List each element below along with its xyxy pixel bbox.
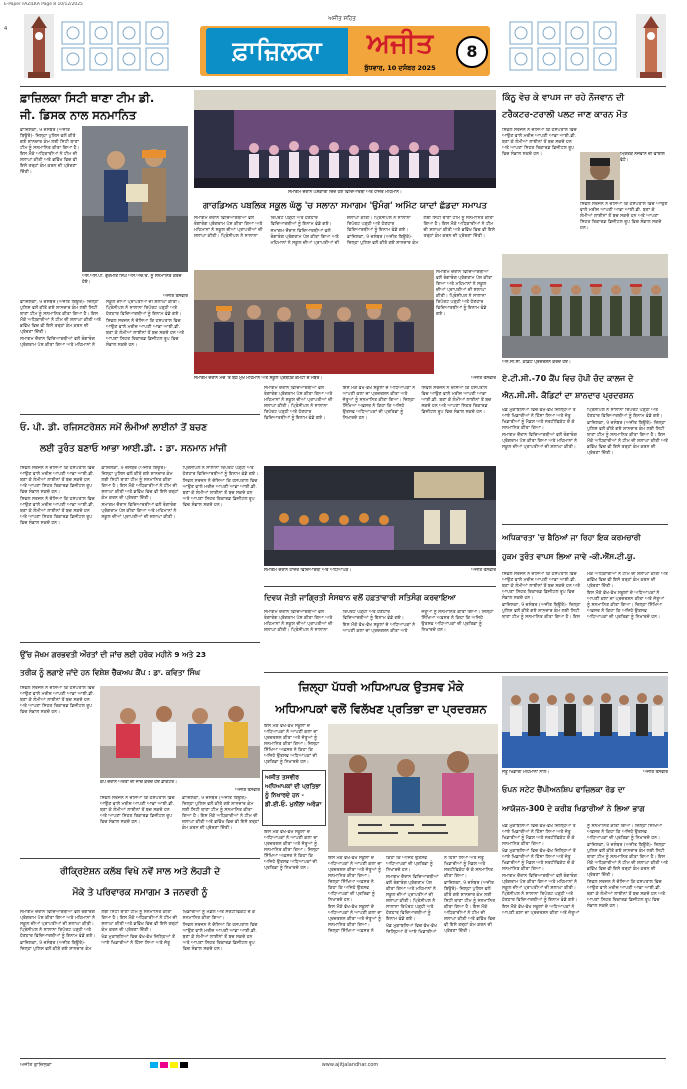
ncc-parade-photo (502, 254, 668, 358)
opd-lines-headline (20, 418, 260, 462)
teacher-fest-quote-box (262, 770, 326, 826)
youth-death-caption: ਮ੍ਰਿਤਕ ਨੌਜਵਾਨ ਦੀ ਫਾਈਲ ਫੋਟੋ। (620, 152, 665, 163)
opd-para: ਸਿਵਲ ਸਰਜਨ ਨੇ ਦੱਸਿਆ ਕਿ ਹਸਪਤਾਲ ਵਿਚ ਆਉਣ ਵਾਲੇ ਮਰੀਜ਼ ਆਪਣੀ ਆਭਾ ਆਈ.ਡੀ. ਬਣਾ ਕੇ ਲੰਮੀਆਂ ਲਾਈਨਾਂ ਤੋਂ ਬਚ ਸਕਦੇ ਹਨ ਅਤੇ ਆਪਣਾ ਸਿਹਤ ਰਿਕਾਰਡ ਡਿਜੀਟਲ ਰੂਪ ਵਿਚ ਸੰਭਾਲ ਸਕਦੇ ਹਨ। (20, 466, 95, 495)
school-audience-caption: ਸਮਾਗਮ ਦੌਰਾਨ ਮੰਚ 'ਤੇ ਬੈਠੇ ਮੁੱਖ ਮਹਿਮਾਨ ਅਤੇ ਸਕੂਲ ਪ੍ਰਬੰਧਕ ਕਮੇਟੀ ਦੇ ਮੈਂਬਰ। (194, 376, 323, 381)
masthead-right-word: ਅਜੀਤ (366, 28, 434, 59)
teacher-fest-rule (264, 672, 668, 673)
cmyk-strip (150, 1062, 190, 1068)
recreation-club-headline-line1: ਰੀਕ੍ਰਿਏਸ਼ਨ ਕਲੱਬ ਵਿਖੇ ਨਵੇਂ ਸਾਲ ਅਤੇ ਲੋਹੜੀ ਦੇ (59, 867, 221, 877)
recreation-para-2: ਫ਼ਾਜ਼ਿਲਕਾ, 9 ਦਸੰਬਰ (ਅਜੀਤ ਬਿਊਰੋ)- ਜ਼ਿਲ੍ਹਾ ਪੁਲਿਸ ਵਲੋਂ ਕੀਤੇ ਗਏ ਸ਼ਾਨਦਾਰ ਕੰਮ ਲਈ ਸਿਟੀ ਥਾਣਾ ਟੀਮ ਨੂੰ ਸਨਮਾਨਿਤ ਕੀਤਾ ਗਿਆ ਹੈ। ਇਸ ਮੌਕੇ ਅਧਿਕਾਰੀਆਂ ਨੇ ਟੀਮ ਦੀ ਸ਼ਲਾਘਾ ਕੀਤੀ ਅਤੇ ਭਵਿੱਖ ਵਿਚ ਵੀ ਇਸੇ ਤਰ੍ਹਾਂ ਕੰਮ ਕਰਨ ਦੀ ਪ੍ਰੇਰਣਾ ਦਿੱਤੀ। (20, 910, 179, 952)
teacher-fest-para-4: ਖੇਡ ਮੁਕਾਬਲਿਆਂ ਵਿਚ ਵੱਖ-ਵੱਖ ਜ਼ਿਲ੍ਹਿਆਂ ਤੋਂ ਆਏ ਖਿਡਾਰੀਆਂ ਨੇ ਹਿੱਸਾ ਲਿਆ ਅਤੇ ਜੇਤੂ ਖਿਡਾਰੀਆਂ ਨੂੰ ਮੈਡਲ ਅਤੇ ਸਰਟੀਫਿਕੇਟ ਦੇ ਕੇ ਸਨਮਾਨਿਤ ਕੀਤਾ ਗਿਆ। (386, 856, 493, 935)
masthead-rule (20, 86, 666, 87)
pattern-right-icon (490, 16, 630, 76)
teacher-fest-headline (264, 676, 498, 720)
championship-para-5: ਫ਼ਾਜ਼ਿਲਕਾ, 9 ਦਸੰਬਰ (ਅਜੀਤ ਬਿਊਰੋ)- ਜ਼ਿਲ੍ਹਾ ਪੁਲਿਸ ਵਲੋਂ ਕੀਤੇ ਗਏ ਸ਼ਾਨਦਾਰ ਕੰਮ ਲਈ ਸਿਟੀ ਥਾਣਾ ਟੀਮ ਨੂੰ ਸਨਮਾਨਿਤ ਕੀਤਾ ਗਿਆ ਹੈ। ਇਸ ਮੌਕੇ ਅਧਿਕਾਰੀਆਂ ਨੇ ਟੀਮ ਦੀ ਸ਼ਲਾਘਾ ਕੀਤੀ ਅਤੇ ਭਵਿੱਖ ਵਿਚ ਵੀ ਇਸੇ ਤਰ੍ਹਾਂ ਕੰਮ ਕਰਨ ਦੀ ਪ੍ਰੇਰਣਾ ਦਿੱਤੀ। (587, 843, 668, 878)
top-info-bar: E-Paper FAZILKA Page 8 10/12/2025 (4, 2, 83, 7)
ncc-parade-body (502, 408, 668, 520)
recreation-para-3: ਖੇਡ ਮੁਕਾਬਲਿਆਂ ਵਿਚ ਵੱਖ-ਵੱਖ ਜ਼ਿਲ੍ਹਿਆਂ ਤੋਂ ਆਏ ਖਿਡਾਰੀਆਂ ਨੇ ਹਿੱਸਾ ਲਿਆ ਅਤੇ ਜੇਤੂ ਖਿਡਾਰੀਆਂ ਨੂੰ ਮੈਡਲ ਅਤੇ ਸਰਟੀਫਿਕੇਟ ਦੇ ਕੇ ਸਨਮਾਨਿਤ ਕੀਤਾ ਗਿਆ। (101, 910, 256, 946)
team-honour-body-para-2: ਸਮਾਗਮ ਦੌਰਾਨ ਵਿਦਿਆਰਥੀਆਂ ਵਲੋਂ ਰੰਗਾਰੰਗ ਪ੍ਰੋਗਰਾਮ ਪੇਸ਼ ਕੀਤਾ ਗਿਆ ਅਤੇ ਮਹਿਮਾਨਾਂ ਨੇ ਸਕੂਲ ਦੀਆਂ ਪ੍ਰਾਪਤੀਆਂ ਦੀ ਸ਼ਲਾਘਾ ਕੀਤੀ। ਪ੍ਰਿੰਸੀਪਲ ਨੇ ਸਾਲਾਨਾ ਰਿਪੋਰਟ ਪੜ੍ਹੀ ਅਤੇ ਹੋਣਹਾਰ ਵਿਦਿਆਰਥੀਆਂ ਨੂੰ ਇਨਾਮ ਵੰਡੇ ਗਏ। (20, 300, 182, 348)
championship-headline-line2: ਆਯੋਜਨ-300 ਦੇ ਕਰੀਬ ਖਿਡਾਰੀਆਂ ਨੇ ਲਿਆ ਭਾਗ (502, 804, 645, 813)
pregnancy-camp-headline-line2: ਤਰੀਕ ਨੂੰ ਲਗਾਏ ਜਾਂਦੇ ਹਨ ਵਿਸ਼ੇਸ਼ ਚੈੱਕਅਪ ਕੈਂਪ : ਡਾ. ਕਵਿਤਾ ਸਿੰਘ (20, 668, 200, 677)
ncc-parade-para-3: ਫ਼ਾਜ਼ਿਲਕਾ, 9 ਦਸੰਬਰ (ਅਜੀਤ ਬਿਊਰੋ)- ਜ਼ਿਲ੍ਹਾ ਪੁਲਿਸ ਵਲੋਂ ਕੀਤੇ ਗਏ ਸ਼ਾਨਦਾਰ ਕੰਮ ਲਈ ਸਿਟੀ ਥਾਣਾ ਟੀਮ ਨੂੰ ਸਨਮਾਨਿਤ ਕੀਤਾ ਗਿਆ ਹੈ। ਇਸ ਮੌਕੇ ਅਧਿਕਾਰੀਆਂ ਨੇ ਟੀਮ ਦੀ ਸ਼ਲਾਘਾ ਕੀਤੀ ਅਤੇ ਭਵਿੱਖ ਵਿਚ ਵੀ ਇਸੇ ਤਰ੍ਹਾਂ ਕੰਮ ਕਰਨ ਦੀ ਪ੍ਰੇਰਣਾ ਦਿੱਤੀ। (587, 421, 668, 456)
page-number-badge: 8 (456, 36, 488, 68)
school-function-byline: ਅਜੀਤ ਤਸਵੀਰ (471, 376, 496, 381)
recreation-rule (20, 858, 260, 859)
pregnancy-camp-headline-line1: ਉੱਚ ਜੋਖਮ ਗਰਭਵਤੀ ਔਰਤਾਂ ਦੀ ਜਾਂਚ ਲਈ ਹਰੇਕ ਮਹੀਨੇ 9 ਅਤੇ 23 (20, 650, 207, 659)
opd-lines-headline-line1: ਓ. ਪੀ. ਡੀ. ਰਜਿਸਟਰੇਸ਼ਨ ਸਮੇਂ ਲੰਮੀਆਂ ਲਾਈਨਾਂ ਤੋਂ ਬਚਣ (20, 423, 208, 433)
team-honour-caption: ਐਸ.ਐਸ.ਪੀ. ਗੁਰਮੀਤ ਸਿੰਘ ਐਸ.ਐਚ.ਓ. ਨੂੰ ਸਨਮਾਨਿਤ ਕਰਦੇ ਹੋਏ। (82, 274, 182, 285)
teacher-fest-quote: ਅਜੀਤ ਤਸਵੀਰ ਅਧਿਆਪਕਾਂ ਦੀ ਪ੍ਰਤਿਭਾ ਨੂੰ ਨਿਖਾਰਦੇ ਹਨ - ਡੀ.ਈ.ਓ. ਮੁਨੀਲਾ ਅਰੋੜਾ (265, 774, 322, 808)
pregnancy-camp-caption: ਕੈਂਪ ਦੌਰਾਨ ਔਰਤਾਂ ਦੀ ਜਾਂਚ ਕਰਦੇ ਹੋਏ ਡਾਕਟਰ। (100, 780, 177, 785)
teacher-fest-headline-line1: ਜ਼ਿਲ੍ਹਾ ਪੱਧਰੀ ਅਧਿਆਪਕ ਉਤਸਵ ਮੌਕੇ (298, 680, 464, 694)
youth-death-body-2: ਸਿਵਲ ਸਰਜਨ ਨੇ ਦੱਸਿਆ ਕਿ ਹਸਪਤਾਲ ਵਿਚ ਆਉਣ ਵਾਲੇ ਮਰੀਜ਼ ਆਪਣੀ ਆਭਾ ਆਈ.ਡੀ. ਬਣਾ ਕੇ ਲੰਮੀਆਂ ਲਾਈਨਾਂ ਤੋਂ ਬਚ ਸਕਦੇ ਹਨ ਅਤੇ ਆਪਣਾ ਸਿਹਤ ਰਿਕਾਰਡ ਡਿਜੀਟਲ ਰੂਪ ਵਿਚ ਸੰਭਾਲ ਸਕਦੇ ਹਨ। (580, 202, 668, 231)
youth-death-photo (580, 152, 620, 200)
opd-para-2: ਸਿਵਲ ਸਰਜਨ ਨੇ ਦੱਸਿਆ ਕਿ ਹਸਪਤਾਲ ਵਿਚ ਆਉਣ ਵਾਲੇ ਮਰੀਜ਼ ਆਪਣੀ ਆਭਾ ਆਈ.ਡੀ. ਬਣਾ ਕੇ ਲੰਮੀਆਂ ਲਾਈਨਾਂ ਤੋਂ ਬਚ ਸਕਦੇ ਹਨ ਅਤੇ ਆਪਣਾ ਸਿਹਤ ਰਿਕਾਰਡ ਡਿਜੀਟਲ ਰੂਪ ਵਿਚ ਸੰਭਾਲ ਸਕਦੇ ਹਨ। (20, 497, 95, 526)
teacher-fest-para-5: ਫ਼ਾਜ਼ਿਲਕਾ, 9 ਦਸੰਬਰ (ਅਜੀਤ ਬਿਊਰੋ)- ਜ਼ਿਲ੍ਹਾ ਪੁਲਿਸ ਵਲੋਂ ਕੀਤੇ ਗਏ ਸ਼ਾਨਦਾਰ ਕੰਮ ਲਈ ਸਿਟੀ ਥਾਣਾ ਟੀਮ ਨੂੰ ਸਨਮਾਨਿਤ ਕੀਤਾ ਗਿਆ ਹੈ। ਇਸ ਮੌਕੇ ਅਧਿਕਾਰੀਆਂ ਨੇ ਟੀਮ ਦੀ ਸ਼ਲਾਘਾ ਕੀਤੀ ਅਤੇ ਭਵਿੱਖ ਵਿਚ ਵੀ ਇਸੇ ਤਰ੍ਹਾਂ ਕੰਮ ਕਰਨ ਦੀ ਪ੍ਰੇਰਣਾ ਦਿੱਤੀ। (444, 881, 496, 934)
team-honour-headline (20, 90, 190, 124)
ncc-parade-caption: ਐਨ.ਸੀ.ਸੀ. ਕੈਡਿਟ ਪ੍ਰਦਰਸ਼ਨ ਕਰਦੇ ਹੋਏ। (502, 360, 571, 365)
ncc-parade-para: ਖੇਡ ਮੁਕਾਬਲਿਆਂ ਵਿਚ ਵੱਖ-ਵੱਖ ਜ਼ਿਲ੍ਹਿਆਂ ਤੋਂ ਆਏ ਖਿਡਾਰੀਆਂ ਨੇ ਹਿੱਸਾ ਲਿਆ ਅਤੇ ਜੇਤੂ ਖਿਡਾਰੀਆਂ ਨੂੰ ਮੈਡਲ ਅਤੇ ਸਰਟੀਫਿਕੇਟ ਦੇ ਕੇ ਸਨਮਾਨਿਤ ਕੀਤਾ ਗਿਆ। (502, 408, 576, 431)
recreation-club-headline-line2: ਮੌਕੇ ਤੇ ਪਰਿਵਾਰਕ ਸਮਾਗਮ 3 ਜਨਵਰੀ ਨੂੰ (72, 888, 208, 898)
ncc-parade-headline-line2: ਐਨ.ਸੀ.ਸੀ. ਕੈਡਿਟਾਂ ਦਾ ਸ਼ਾਨਦਾਰ ਪ੍ਰਦਰਸ਼ਨ (502, 391, 634, 400)
ncc-parade-headline (502, 370, 668, 406)
employee-para-3: ਇਸ ਮੌਕੇ ਵੱਖ-ਵੱਖ ਸਕੂਲਾਂ ਦੇ ਅਧਿਆਪਕਾਂ ਨੇ ਆਪਣੀ ਕਲਾ ਦਾ ਪ੍ਰਦਰਸ਼ਨ ਕੀਤਾ ਅਤੇ ਜੇਤੂਆਂ ਨੂੰ ਸਨਮਾਨਿਤ ਕੀਤਾ ਗਿਆ। ਜ਼ਿਲ੍ਹਾ ਸਿੱਖਿਆ ਅਫ਼ਸਰ ਨੇ ਕਿਹਾ ਕਿ ਅਜਿਹੇ ਉਤਸਵ ਅਧਿਆਪਕਾਂ ਦੀ ਪ੍ਰਤਿਭਾ ਨੂੰ ਨਿਖਾਰਦੇ ਹਨ। (587, 591, 665, 620)
opd-para-3: ਫ਼ਾਜ਼ਿਲਕਾ, 9 ਦਸੰਬਰ (ਅਜੀਤ ਬਿਊਰੋ)- ਜ਼ਿਲ੍ਹਾ ਪੁਲਿਸ ਵਲੋਂ ਕੀਤੇ ਗਏ ਸ਼ਾਨਦਾਰ ਕੰਮ ਲਈ ਸਿਟੀ ਥਾਣਾ ਟੀਮ ਨੂੰ ਸਨਮਾਨਿਤ ਕੀਤਾ ਗਿਆ ਹੈ। ਇਸ ਮੌਕੇ ਅਧਿਕਾਰੀਆਂ ਨੇ ਟੀਮ ਦੀ ਸ਼ਲਾਘਾ ਕੀਤੀ ਅਤੇ ਭਵਿੱਖ ਵਿਚ ਵੀ ਇਸੇ ਤਰ੍ਹਾਂ ਕੰਮ ਕਰਨ ਦੀ ਪ੍ਰੇਰਣਾ ਦਿੱਤੀ। (101, 466, 179, 501)
pregnancy-rule (20, 642, 260, 643)
cmyk-yellow (170, 1062, 178, 1068)
masthead-left-word: ਫ਼ਾਜ਼ਿਲਕਾ (206, 28, 348, 74)
school-stage-caption: ਸਮਾਗਮ ਦੌਰਾਨ ਪੇਸ਼ਕਾਰੀ ਦਿੰਦੇ ਹੋਏ ਵਿਦਿਆਰਥੀ ਅਤੇ ਹਾਜ਼ਰ ਮਹਿਮਾਨ। (288, 190, 402, 195)
championship-photo (502, 676, 668, 768)
employee-para-2: ਫ਼ਾਜ਼ਿਲਕਾ, 9 ਦਸੰਬਰ (ਅਜੀਤ ਬਿਊਰੋ)- ਜ਼ਿਲ੍ਹਾ ਪੁਲਿਸ ਵਲੋਂ ਕੀਤੇ ਗਏ ਸ਼ਾਨਦਾਰ ਕੰਮ ਲਈ ਸਿਟੀ ਥਾਣਾ ਟੀਮ ਨੂੰ ਸਨਮਾਨਿਤ ਕੀਤਾ ਗਿਆ ਹੈ। ਇਸ ਮੌਕੇ ਅਧਿਕਾਰੀਆਂ ਨੇ ਟੀਮ ਦੀ ਸ਼ਲਾਘਾ ਕੀਤੀ ਅਤੇ ਭਵਿੱਖ ਵਿਚ ਵੀ ਇਸੇ ਤਰ੍ਹਾਂ ਕੰਮ ਕਰਨ ਦੀ ਪ੍ਰੇਰਣਾ ਦਿੱਤੀ। (502, 572, 668, 620)
youth-death-headline-line1: ਕਿੰਨੂ ਵੇਚ ਕੇ ਵਾਪਸ ਜਾ ਰਹੇ ਨੌਜਵਾਨ ਦੀ (502, 93, 625, 103)
ncc-parade-para-2: ਸਮਾਗਮ ਦੌਰਾਨ ਵਿਦਿਆਰਥੀਆਂ ਵਲੋਂ ਰੰਗਾਰੰਗ ਪ੍ਰੋਗਰਾਮ ਪੇਸ਼ ਕੀਤਾ ਗਿਆ ਅਤੇ ਮਹਿਮਾਨਾਂ ਨੇ ਸਕੂਲ ਦੀਆਂ ਪ੍ਰਾਪਤੀਆਂ ਦੀ ਸ਼ਲਾਘਾ ਕੀਤੀ। ਪ੍ਰਿੰਸੀਪਲ ਨੇ ਸਾਲਾਨਾ ਰਿਪੋਰਟ ਪੜ੍ਹੀ ਅਤੇ ਹੋਣਹਾਰ ਵਿਦਿਆਰਥੀਆਂ ਨੂੰ ਇਨਾਮ ਵੰਡੇ ਗਏ। (502, 408, 663, 450)
opd-rule (20, 414, 260, 415)
mining-rule (502, 524, 668, 525)
school-stage-photo (194, 90, 496, 188)
jyoti-para: ਸਮਾਗਮ ਦੌਰਾਨ ਵਿਦਿਆਰਥੀਆਂ ਵਲੋਂ ਰੰਗਾਰੰਗ ਪ੍ਰੋਗਰਾਮ ਪੇਸ਼ ਕੀਤਾ ਗਿਆ ਅਤੇ ਮਹਿਮਾਨਾਂ ਨੇ ਸਕੂਲ ਦੀਆਂ ਪ੍ਰਾਪਤੀਆਂ ਦੀ ਸ਼ਲਾਘਾ ਕੀਤੀ। ਪ੍ਰਿੰਸੀਪਲ ਨੇ ਸਾਲਾਨਾ ਰਿਪੋਰਟ ਪੜ੍ਹੀ ਅਤੇ ਹੋਣਹਾਰ ਵਿਦਿਆਰਥੀਆਂ ਨੂੰ ਇਨਾਮ ਵੰਡੇ ਗਏ। (264, 610, 404, 633)
school-function-para-3: ਫ਼ਾਜ਼ਿਲਕਾ, 9 ਦਸੰਬਰ (ਅਜੀਤ ਬਿਊਰੋ)- ਜ਼ਿਲ੍ਹਾ ਪੁਲਿਸ ਵਲੋਂ ਕੀਤੇ ਗਏ ਸ਼ਾਨਦਾਰ ਕੰਮ ਲਈ ਸਿਟੀ ਥਾਣਾ ਟੀਮ ਨੂੰ ਸਨਮਾਨਿਤ ਕੀਤਾ ਗਿਆ ਹੈ। ਇਸ ਮੌਕੇ ਅਧਿਕਾਰੀਆਂ ਨੇ ਟੀਮ ਦੀ ਸ਼ਲਾਘਾ ਕੀਤੀ ਅਤੇ ਭਵਿੱਖ ਵਿਚ ਵੀ ਇਸੇ ਤਰ੍ਹਾਂ ਕੰਮ ਕਰਨ ਦੀ ਪ੍ਰੇਰਣਾ ਦਿੱਤੀ। (347, 216, 495, 246)
employee-order-headline (502, 528, 668, 568)
satsang-photo (264, 466, 496, 566)
team-honour-photo (82, 126, 188, 272)
teacher-fest-body-lead: ਇਸ ਮੌਕੇ ਵੱਖ-ਵੱਖ ਸਕੂਲਾਂ ਦੇ ਅਧਿਆਪਕਾਂ ਨੇ ਆਪਣੀ ਕਲਾ ਦਾ ਪ੍ਰਦਰਸ਼ਨ ਕੀਤਾ ਅਤੇ ਜੇਤੂਆਂ ਨੂੰ ਸਨਮਾਨਿਤ ਕੀਤਾ ਗਿਆ। ਜ਼ਿਲ੍ਹਾ ਸਿੱਖਿਆ ਅਫ਼ਸਰ ਨੇ ਕਿਹਾ ਕਿ ਅਜਿਹੇ ਉਤਸਵ ਅਧਿਆਪਕਾਂ ਦੀ ਪ੍ਰਤਿਭਾ ਨੂੰ ਨਿਖਾਰਦੇ ਹਨ। (264, 724, 320, 765)
championship-para-2: ਖੇਡ ਮੁਕਾਬਲਿਆਂ ਵਿਚ ਵੱਖ-ਵੱਖ ਜ਼ਿਲ੍ਹਿਆਂ ਤੋਂ ਆਏ ਖਿਡਾਰੀਆਂ ਨੇ ਹਿੱਸਾ ਲਿਆ ਅਤੇ ਜੇਤੂ ਖਿਡਾਰੀਆਂ ਨੂੰ ਮੈਡਲ ਅਤੇ ਸਰਟੀਫਿਕੇਟ ਦੇ ਕੇ ਸਨਮਾਨਿਤ ਕੀਤਾ ਗਿਆ। (502, 849, 576, 872)
team-honour-headline-line2: ਜੀ. ਡਿਸਕ ਨਾਲ ਸਨਮਾਨਿਤ (20, 108, 137, 122)
team-honour-body-para-3: ਸਿਵਲ ਸਰਜਨ ਨੇ ਦੱਸਿਆ ਕਿ ਹਸਪਤਾਲ ਵਿਚ ਆਉਣ ਵਾਲੇ ਮਰੀਜ਼ ਆਪਣੀ ਆਭਾ ਆਈ.ਡੀ. ਬਣਾ ਕੇ ਲੰਮੀਆਂ ਲਾਈਨਾਂ ਤੋਂ ਬਚ ਸਕਦੇ ਹਨ ਅਤੇ ਆਪਣਾ ਸਿਹਤ ਰਿਕਾਰਡ ਡਿਜੀਟਲ ਰੂਪ ਵਿਚ ਸੰਭਾਲ ਸਕਦੇ ਹਨ। (106, 319, 185, 348)
youth-death-headline (502, 90, 668, 124)
footer-rule (20, 1058, 666, 1059)
team-honour-body-para: ਫ਼ਾਜ਼ਿਲਕਾ, 9 ਦਸੰਬਰ (ਅਜੀਤ ਬਿਊਰੋ)- ਜ਼ਿਲ੍ਹਾ ਪੁਲਿਸ ਵਲੋਂ ਕੀਤੇ ਗਏ ਸ਼ਾਨਦਾਰ ਕੰਮ ਲਈ ਸਿਟੀ ਥਾਣਾ ਟੀਮ ਨੂੰ ਸਨਮਾਨਿਤ ਕੀਤਾ ਗਿਆ ਹੈ। ਇਸ ਮੌਕੇ ਅਧਿਕਾਰੀਆਂ ਨੇ ਟੀਮ ਦੀ ਸ਼ਲਾਘਾ ਕੀਤੀ ਅਤੇ ਭਵਿੱਖ ਵਿਚ ਵੀ ਇਸੇ ਤਰ੍ਹਾਂ ਕੰਮ ਕਰਨ ਦੀ ਪ੍ਰੇਰਣਾ ਦਿੱਤੀ। (20, 300, 101, 335)
jyoti-para-2: ਇਸ ਮੌਕੇ ਵੱਖ-ਵੱਖ ਸਕੂਲਾਂ ਦੇ ਅਧਿਆਪਕਾਂ ਨੇ ਆਪਣੀ ਕਲਾ ਦਾ ਪ੍ਰਦਰਸ਼ਨ ਕੀਤਾ ਅਤੇ ਜੇਤੂਆਂ ਨੂੰ ਸਨਮਾਨਿਤ ਕੀਤਾ ਗਿਆ। ਜ਼ਿਲ੍ਹਾ ਸਿੱਖਿਆ ਅਫ਼ਸਰ ਨੇ ਕਿਹਾ ਕਿ ਅਜਿਹੇ ਉਤਸਵ ਅਧਿਆਪਕਾਂ ਦੀ ਪ੍ਰਤਿਭਾ ਨੂੰ ਨਿਖਾਰਦੇ ਹਨ। (342, 610, 494, 634)
championship-para-3: ਸਮਾਗਮ ਦੌਰਾਨ ਵਿਦਿਆਰਥੀਆਂ ਵਲੋਂ ਰੰਗਾਰੰਗ ਪ੍ਰੋਗਰਾਮ ਪੇਸ਼ ਕੀਤਾ ਗਿਆ ਅਤੇ ਮਹਿਮਾਨਾਂ ਨੇ ਸਕੂਲ ਦੀਆਂ ਪ੍ਰਾਪਤੀਆਂ ਦੀ ਸ਼ਲਾਘਾ ਕੀਤੀ। ਪ੍ਰਿੰਸੀਪਲ ਨੇ ਸਾਲਾਨਾ ਰਿਪੋਰਟ ਪੜ੍ਹੀ ਅਤੇ ਹੋਣਹਾਰ ਵਿਦਿਆਰਥੀਆਂ ਨੂੰ ਇਨਾਮ ਵੰਡੇ ਗਏ। (502, 874, 578, 903)
pattern-left-icon (56, 16, 196, 76)
cmyk-cyan (150, 1062, 158, 1068)
pregnancy-camp-photo (100, 686, 260, 778)
employee-order-body (502, 572, 668, 672)
opd-lines-body (20, 466, 260, 638)
pregnancy-camp-byline: ਅਜੀਤ ਤਸਵੀਰ (235, 788, 260, 793)
team-honour-headline-line1: ਫ਼ਾਜ਼ਿਲਕਾ ਸਿਟੀ ਥਾਣਾ ਟੀਮ ਡੀ. (20, 91, 155, 105)
jyoti-sanstha-headline: ਦਿਵਯ ਜੋਤੀ ਜਾਗ੍ਰਿਤੀ ਸੰਸਥਾਨ ਵਲੋਂ ਹਫ਼ਤਾਵਾਰੀ ਸਤਿਸੰਗ ਕਰਵਾਇਆ (264, 593, 456, 602)
ncc-parade-headline-line1: ਏ.ਟੀ.ਸੀ.-70 ਕੈਂਪ ਵਿਚ ਹੋਪੀ ਚੰਦ ਕਾਲਜ ਦੇ (502, 374, 634, 383)
pregnancy-camp-body-left: ਸਿਵਲ ਸਰਜਨ ਨੇ ਦੱਸਿਆ ਕਿ ਹਸਪਤਾਲ ਵਿਚ ਆਉਣ ਵਾਲੇ ਮਰੀਜ਼ ਆਪਣੀ ਆਭਾ ਆਈ.ਡੀ. ਬਣਾ ਕੇ ਲੰਮੀਆਂ ਲਾਈਨਾਂ ਤੋਂ ਬਚ ਸਕਦੇ ਹਨ ਅਤੇ ਆਪਣਾ ਸਿਹਤ ਰਿਕਾਰਡ ਡਿਜੀਟਲ ਰੂਪ ਵਿਚ ਸੰਭਾਲ ਸਕਦੇ ਹਨ। (20, 686, 95, 715)
school-cont-para-2: ਇਸ ਮੌਕੇ ਵੱਖ-ਵੱਖ ਸਕੂਲਾਂ ਦੇ ਅਧਿਆਪਕਾਂ ਨੇ ਆਪਣੀ ਕਲਾ ਦਾ ਪ੍ਰਦਰਸ਼ਨ ਕੀਤਾ ਅਤੇ ਜੇਤੂਆਂ ਨੂੰ ਸਨਮਾਨਿਤ ਕੀਤਾ ਗਿਆ। ਜ਼ਿਲ੍ਹਾ ਸਿੱਖਿਆ ਅਫ਼ਸਰ ਨੇ ਕਿਹਾ ਕਿ ਅਜਿਹੇ ਉਤਸਵ ਅਧਿਆਪਕਾਂ ਦੀ ਪ੍ਰਤਿਭਾ ਨੂੰ ਨਿਖਾਰਦੇ ਹਨ। (342, 386, 416, 421)
pregnancy-camp-headline (20, 646, 260, 682)
employee-order-headline-line1: ਅਧਿਕਾਰਤਾ 'ਚ ਬੈਠਿਆਂ ਜਾ ਰਿਹਾ ਇਕ ਕਰਮਚਾਰੀ (502, 533, 641, 542)
youth-death-body: ਸਿਵਲ ਸਰਜਨ ਨੇ ਦੱਸਿਆ ਕਿ ਹਸਪਤਾਲ ਵਿਚ ਆਉਣ ਵਾਲੇ ਮਰੀਜ਼ ਆਪਣੀ ਆਭਾ ਆਈ.ਡੀ. ਬਣਾ ਕੇ ਲੰਮੀਆਂ ਲਾਈਨਾਂ ਤੋਂ ਬਚ ਸਕਦੇ ਹਨ ਅਤੇ ਆਪਣਾ ਸਿਹਤ ਰਿਕਾਰਡ ਡਿਜੀਟਲ ਰੂਪ ਵਿਚ ਸੰਭਾਲ ਸਕਦੇ ਹਨ। (502, 128, 577, 157)
championship-para: ਖੇਡ ਮੁਕਾਬਲਿਆਂ ਵਿਚ ਵੱਖ-ਵੱਖ ਜ਼ਿਲ੍ਹਿਆਂ ਤੋਂ ਆਏ ਖਿਡਾਰੀਆਂ ਨੇ ਹਿੱਸਾ ਲਿਆ ਅਤੇ ਜੇਤੂ ਖਿਡਾਰੀਆਂ ਨੂੰ ਮੈਡਲ ਅਤੇ ਸਰਟੀਫਿਕੇਟ ਦੇ ਕੇ ਸਨਮਾਨਿਤ ਕੀਤਾ ਗਿਆ। (502, 824, 576, 847)
pregnancy-para: ਸਿਵਲ ਸਰਜਨ ਨੇ ਦੱਸਿਆ ਕਿ ਹਸਪਤਾਲ ਵਿਚ ਆਉਣ ਵਾਲੇ ਮਰੀਜ਼ ਆਪਣੀ ਆਭਾ ਆਈ.ਡੀ. ਬਣਾ ਕੇ ਲੰਮੀਆਂ ਲਾਈਨਾਂ ਤੋਂ ਬਚ ਸਕਦੇ ਹਨ ਅਤੇ ਆਪਣਾ ਸਿਹਤ ਰਿਕਾਰਡ ਡਿਜੀਟਲ ਰੂਪ ਵਿਚ ਸੰਭਾਲ ਸਕਦੇ ਹਨ। (100, 796, 175, 825)
teacher-fest-photo (328, 724, 498, 852)
team-honour-byline: ਅਜੀਤ ਤਸਵੀਰ (163, 294, 188, 299)
school-function-body-cont (264, 386, 496, 462)
pregnancy-camp-body (100, 796, 260, 854)
recreation-para-4: ਸਿਵਲ ਸਰਜਨ ਨੇ ਦੱਸਿਆ ਕਿ ਹਸਪਤਾਲ ਵਿਚ ਆਉਣ ਵਾਲੇ ਮਰੀਜ਼ ਆਪਣੀ ਆਭਾ ਆਈ.ਡੀ. ਬਣਾ ਕੇ ਲੰਮੀਆਂ ਲਾਈਨਾਂ ਤੋਂ ਬਚ ਸਕਦੇ ਹਨ ਅਤੇ ਆਪਣਾ ਸਿਹਤ ਰਿਕਾਰਡ ਡਿਜੀਟਲ ਰੂਪ ਵਿਚ ਸੰਭਾਲ ਸਕਦੇ ਹਨ। (182, 923, 258, 952)
recreation-para: ਸਮਾਗਮ ਦੌਰਾਨ ਵਿਦਿਆਰਥੀਆਂ ਵਲੋਂ ਰੰਗਾਰੰਗ ਪ੍ਰੋਗਰਾਮ ਪੇਸ਼ ਕੀਤਾ ਗਿਆ ਅਤੇ ਮਹਿਮਾਨਾਂ ਨੇ ਸਕੂਲ ਦੀਆਂ ਪ੍ਰਾਪਤੀਆਂ ਦੀ ਸ਼ਲਾਘਾ ਕੀਤੀ। ਪ੍ਰਿੰਸੀਪਲ ਨੇ ਸਾਲਾਨਾ ਰਿਪੋਰਟ ਪੜ੍ਹੀ ਅਤੇ ਹੋਣਹਾਰ ਵਿਦਿਆਰਥੀਆਂ ਨੂੰ ਇਨਾਮ ਵੰਡੇ ਗਏ। (20, 910, 96, 939)
masthead-date: ਬੁੱਧਵਾਰ, 10 ਦਸੰਬਰ 2025 (364, 64, 436, 72)
teacher-fest-body-left: ਇਸ ਮੌਕੇ ਵੱਖ-ਵੱਖ ਸਕੂਲਾਂ ਦੇ ਅਧਿਆਪਕਾਂ ਨੇ ਆਪਣੀ ਕਲਾ ਦਾ ਪ੍ਰਦਰਸ਼ਨ ਕੀਤਾ ਅਤੇ ਜੇਤੂਆਂ ਨੂੰ ਸਨਮਾਨਿਤ ਕੀਤਾ ਗਿਆ। ਜ਼ਿਲ੍ਹਾ ਸਿੱਖਿਆ ਅਫ਼ਸਰ ਨੇ ਕਿਹਾ ਕਿ ਅਜਿਹੇ ਉਤਸਵ ਅਧਿਆਪਕਾਂ ਦੀ ਪ੍ਰਤਿਭਾ ਨੂੰ ਨਿਖਾਰਦੇ ਹਨ। (264, 830, 320, 871)
school-function-body (194, 216, 496, 268)
teacher-fest-para: ਇਸ ਮੌਕੇ ਵੱਖ-ਵੱਖ ਸਕੂਲਾਂ ਦੇ ਅਧਿਆਪਕਾਂ ਨੇ ਆਪਣੀ ਕਲਾ ਦਾ ਪ੍ਰਦਰਸ਼ਨ ਕੀਤਾ ਅਤੇ ਜੇਤੂਆਂ ਨੂੰ ਸਨਮਾਨਿਤ ਕੀਤਾ ਗਿਆ। ਜ਼ਿਲ੍ਹਾ ਸਿੱਖਿਆ ਅਫ਼ਸਰ ਨੇ ਕਿਹਾ ਕਿ ਅਜਿਹੇ ਉਤਸਵ ਅਧਿਆਪਕਾਂ ਦੀ ਪ੍ਰਤਿਭਾ ਨੂੰ ਨਿਖਾਰਦੇ ਹਨ। (328, 856, 382, 903)
masthead (0, 12, 687, 84)
employee-order-headline-line2: ਹੁਕਮ ਤੁਰੰਤ ਵਾਪਸ ਲਿਆ ਜਾਵੇ -ਕੀ.ਐੱਸ.ਟੀ.ਯੂ. (502, 552, 636, 561)
team-honour-body-cont (20, 300, 188, 412)
opd-lines-headline-line2: ਲਈ ਤੁਰੰਤ ਬਣਾਓ ਆਭਾ ਆਈ.ਡੀ. : ਡਾ. ਸਨਮਾਨ ਮਾਂਜੀ (40, 444, 227, 454)
page-number-small: 4 (4, 26, 8, 32)
school-function-headline: ਗਾਰਡਿਅਨ ਪਬਲਿਕ ਸਕੂਲ ਘੱਲੂ 'ਚ ਸਲਾਨਾ ਸਮਾਗਮ 'ਉਮੰਗ' ਅਮਿੱਟ ਯਾਦਾਂ ਛੱਡਦਾ ਸਮਾਪਤ (202, 201, 488, 211)
footer-left: ਅਜੀਤ ਫ਼ਾਜ਼ਿਲਕਾ (20, 1062, 52, 1068)
school-cont-para-3: ਸਿਵਲ ਸਰਜਨ ਨੇ ਦੱਸਿਆ ਕਿ ਹਸਪਤਾਲ ਵਿਚ ਆਉਣ ਵਾਲੇ ਮਰੀਜ਼ ਆਪਣੀ ਆਭਾ ਆਈ.ਡੀ. ਬਣਾ ਕੇ ਲੰਮੀਆਂ ਲਾਈਨਾਂ ਤੋਂ ਬਚ ਸਕਦੇ ਹਨ ਅਤੇ ਆਪਣਾ ਸਿਹਤ ਰਿਕਾਰਡ ਡਿਜੀਟਲ ਰੂਪ ਵਿਚ ਸੰਭਾਲ ਸਕਦੇ ਹਨ। (421, 386, 492, 415)
cmyk-black (180, 1062, 188, 1068)
opd-para-4: ਸਮਾਗਮ ਦੌਰਾਨ ਵਿਦਿਆਰਥੀਆਂ ਵਲੋਂ ਰੰਗਾਰੰਗ ਪ੍ਰੋਗਰਾਮ ਪੇਸ਼ ਕੀਤਾ ਗਿਆ ਅਤੇ ਮਹਿਮਾਨਾਂ ਨੇ ਸਕੂਲ ਦੀਆਂ ਪ੍ਰਾਪਤੀਆਂ ਦੀ ਸ਼ਲਾਘਾ ਕੀਤੀ। ਪ੍ਰਿੰਸੀਪਲ ਨੇ ਸਾਲਾਨਾ ਰਿਪੋਰਟ ਪੜ੍ਹੀ ਅਤੇ ਹੋਣਹਾਰ ਵਿਦਿਆਰਥੀਆਂ ਨੂੰ ਇਨਾਮ ਵੰਡੇ ਗਏ। (101, 466, 259, 520)
clock-tower-right-icon (636, 14, 666, 78)
school-function-para: ਸਮਾਗਮ ਦੌਰਾਨ ਵਿਦਿਆਰਥੀਆਂ ਵਲੋਂ ਰੰਗਾਰੰਗ ਪ੍ਰੋਗਰਾਮ ਪੇਸ਼ ਕੀਤਾ ਗਿਆ ਅਤੇ ਮਹਿਮਾਨਾਂ ਨੇ ਸਕੂਲ ਦੀਆਂ ਪ੍ਰਾਪਤੀਆਂ ਦੀ ਸ਼ਲਾਘਾ ਕੀਤੀ। ਪ੍ਰਿੰਸੀਪਲ ਨੇ ਸਾਲਾਨਾ ਰਿਪੋਰਟ ਪੜ੍ਹੀ ਅਤੇ ਹੋਣਹਾਰ ਵਿਦਿਆਰਥੀਆਂ ਨੂੰ ਇਨਾਮ ਵੰਡੇ ਗਏ। (194, 216, 332, 239)
teacher-fest-body (328, 856, 498, 1052)
school-function-para-2: ਸਮਾਗਮ ਦੌਰਾਨ ਵਿਦਿਆਰਥੀਆਂ ਵਲੋਂ ਰੰਗਾਰੰਗ ਪ੍ਰੋਗਰਾਮ ਪੇਸ਼ ਕੀਤਾ ਗਿਆ ਅਤੇ ਮਹਿਮਾਨਾਂ ਨੇ ਸਕੂਲ ਦੀਆਂ ਪ੍ਰਾਪਤੀਆਂ ਦੀ ਸ਼ਲਾਘਾ ਕੀਤੀ। ਪ੍ਰਿੰਸੀਪਲ ਨੇ ਸਾਲਾਨਾ ਰਿਪੋਰਟ ਪੜ੍ਹੀ ਅਤੇ ਹੋਣਹਾਰ ਵਿਦਿਆਰਥੀਆਂ ਨੂੰ ਇਨਾਮ ਵੰਡੇ ਗਏ। (270, 216, 411, 246)
teacher-fest-para-2: ਇਸ ਮੌਕੇ ਵੱਖ-ਵੱਖ ਸਕੂਲਾਂ ਦੇ ਅਧਿਆਪਕਾਂ ਨੇ ਆਪਣੀ ਕਲਾ ਦਾ ਪ੍ਰਦਰਸ਼ਨ ਕੀਤਾ ਅਤੇ ਜੇਤੂਆਂ ਨੂੰ ਸਨਮਾਨਿਤ ਕੀਤਾ ਗਿਆ। ਜ਼ਿਲ੍ਹਾ ਸਿੱਖਿਆ ਅਫ਼ਸਰ ਨੇ ਕਿਹਾ ਕਿ ਅਜਿਹੇ ਉਤਸਵ ਅਧਿਆਪਕਾਂ ਦੀ ਪ੍ਰਤਿਭਾ ਨੂੰ ਨਿਖਾਰਦੇ ਹਨ। (328, 856, 433, 934)
employee-para: ਸਿਵਲ ਸਰਜਨ ਨੇ ਦੱਸਿਆ ਕਿ ਹਸਪਤਾਲ ਵਿਚ ਆਉਣ ਵਾਲੇ ਮਰੀਜ਼ ਆਪਣੀ ਆਭਾ ਆਈ.ਡੀ. ਬਣਾ ਕੇ ਲੰਮੀਆਂ ਲਾਈਨਾਂ ਤੋਂ ਬਚ ਸਕਦੇ ਹਨ ਅਤੇ ਆਪਣਾ ਸਿਹਤ ਰਿਕਾਰਡ ਡਿਜੀਟਲ ਰੂਪ ਵਿਚ ਸੰਭਾਲ ਸਕਦੇ ਹਨ। (502, 572, 581, 601)
recreation-club-headline (20, 862, 260, 906)
team-honour-body: ਫ਼ਾਜ਼ਿਲਕਾ, 9 ਦਸੰਬਰ (ਅਜੀਤ ਬਿਊਰੋ)- ਜ਼ਿਲ੍ਹਾ ਪੁਲਿਸ ਵਲੋਂ ਕੀਤੇ ਗਏ ਸ਼ਾਨਦਾਰ ਕੰਮ ਲਈ ਸਿਟੀ ਥਾਣਾ ਟੀਮ ਨੂੰ ਸਨਮਾਨਿਤ ਕੀਤਾ ਗਿਆ ਹੈ। ਇਸ ਮੌਕੇ ਅਧਿਕਾਰੀਆਂ ਨੇ ਟੀਮ ਦੀ ਸ਼ਲਾਘਾ ਕੀਤੀ ਅਤੇ ਭਵਿੱਖ ਵਿਚ ਵੀ ਇਸੇ ਤਰ੍ਹਾਂ ਕੰਮ ਕਰਨ ਦੀ ਪ੍ਰੇਰਣਾ ਦਿੱਤੀ। (20, 128, 80, 175)
jyoti-rule (264, 586, 496, 587)
school-cont-para: ਸਮਾਗਮ ਦੌਰਾਨ ਵਿਦਿਆਰਥੀਆਂ ਵਲੋਂ ਰੰਗਾਰੰਗ ਪ੍ਰੋਗਰਾਮ ਪੇਸ਼ ਕੀਤਾ ਗਿਆ ਅਤੇ ਮਹਿਮਾਨਾਂ ਨੇ ਸਕੂਲ ਦੀਆਂ ਪ੍ਰਾਪਤੀਆਂ ਦੀ ਸ਼ਲਾਘਾ ਕੀਤੀ। ਪ੍ਰਿੰਸੀਪਲ ਨੇ ਸਾਲਾਨਾ ਰਿਪੋਰਟ ਪੜ੍ਹੀ ਅਤੇ ਹੋਣਹਾਰ ਵਿਦਿਆਰਥੀਆਂ ਨੂੰ ਇਨਾਮ ਵੰਡੇ ਗਏ। (264, 386, 333, 421)
satsang-photo-byline: ਅਜੀਤ ਤਸਵੀਰ (471, 568, 496, 573)
youth-death-headline-line2: ਟਰੈਕਟਰ-ਟਰਾਲੀ ਪਲਟ ਜਾਣ ਕਾਰਨ ਮੌਤ (502, 110, 628, 120)
jyoti-sanstha-body (264, 610, 496, 666)
supplement-label: ਅਜੀਤ ਸਹਿਤ (328, 16, 356, 22)
school-audience-photo (194, 270, 434, 374)
teacher-fest-para-3: ਸਮਾਗਮ ਦੌਰਾਨ ਵਿਦਿਆਰਥੀਆਂ ਵਲੋਂ ਰੰਗਾਰੰਗ ਪ੍ਰੋਗਰਾਮ ਪੇਸ਼ ਕੀਤਾ ਗਿਆ ਅਤੇ ਮਹਿਮਾਨਾਂ ਨੇ ਸਕੂਲ ਦੀਆਂ ਪ੍ਰਾਪਤੀਆਂ ਦੀ ਸ਼ਲਾਘਾ ਕੀਤੀ। ਪ੍ਰਿੰਸੀਪਲ ਨੇ ਸਾਲਾਨਾ ਰਿਪੋਰਟ ਪੜ੍ਹੀ ਅਤੇ ਹੋਣਹਾਰ ਵਿਦਿਆਰਥੀਆਂ ਨੂੰ ਇਨਾਮ ਵੰਡੇ ਗਏ। (386, 875, 439, 922)
championship-headline (502, 780, 668, 820)
teacher-fest-headline-line2: ਅਧਿਆਪਕਾਂ ਵਲੋਂ ਵਿਲੱਖਣ ਪ੍ਰਤਿਭਾ ਦਾ ਪ੍ਰਦਰਸ਼ਨ (275, 702, 487, 716)
championship-caption: ਜੇਤੂ ਖਿਡਾਰੀ ਮਹਿਮਾਨਾਂ ਨਾਲ। (502, 770, 550, 775)
clock-tower-left-icon (24, 14, 54, 78)
championship-body (502, 824, 668, 1052)
cmyk-magenta (160, 1062, 168, 1068)
championship-headline-line1: ਓਪਨ ਸਟੇਟ ਚੈਂਪੀਅਨਸ਼ਿਪ ਫਾਜ਼ਿਲਕਾ ਰੋਡ ਦਾ (502, 785, 625, 794)
championship-para-4: ਇਸ ਮੌਕੇ ਵੱਖ-ਵੱਖ ਸਕੂਲਾਂ ਦੇ ਅਧਿਆਪਕਾਂ ਨੇ ਆਪਣੀ ਕਲਾ ਦਾ ਪ੍ਰਦਰਸ਼ਨ ਕੀਤਾ ਅਤੇ ਜੇਤੂਆਂ ਨੂੰ ਸਨਮਾਨਿਤ ਕੀਤਾ ਗਿਆ। ਜ਼ਿਲ੍ਹਾ ਸਿੱਖਿਆ ਅਫ਼ਸਰ ਨੇ ਕਿਹਾ ਕਿ ਅਜਿਹੇ ਉਤਸਵ ਅਧਿਆਪਕਾਂ ਦੀ ਪ੍ਰਤਿਭਾ ਨੂੰ ਨਿਖਾਰਦੇ ਹਨ। (502, 824, 663, 916)
school-function-sidebody: ਸਮਾਗਮ ਦੌਰਾਨ ਵਿਦਿਆਰਥੀਆਂ ਵਲੋਂ ਰੰਗਾਰੰਗ ਪ੍ਰੋਗਰਾਮ ਪੇਸ਼ ਕੀਤਾ ਗਿਆ ਅਤੇ ਮਹਿਮਾਨਾਂ ਨੇ ਸਕੂਲ ਦੀਆਂ ਪ੍ਰਾਪਤੀਆਂ ਦੀ ਸ਼ਲਾਘਾ ਕੀਤੀ। ਪ੍ਰਿੰਸੀਪਲ ਨੇ ਸਾਲਾਨਾ ਰਿਪੋਰਟ ਪੜ੍ਹੀ ਅਤੇ ਹੋਣਹਾਰ ਵਿਦਿਆਰਥੀਆਂ ਨੂੰ ਇਨਾਮ ਵੰਡੇ ਗਏ। (436, 270, 493, 317)
footer-center: www.ajitjalandhar.com (321, 1062, 379, 1068)
pregnancy-para-2: ਫ਼ਾਜ਼ਿਲਕਾ, 9 ਦਸੰਬਰ (ਅਜੀਤ ਬਿਊਰੋ)- ਜ਼ਿਲ੍ਹਾ ਪੁਲਿਸ ਵਲੋਂ ਕੀਤੇ ਗਏ ਸ਼ਾਨਦਾਰ ਕੰਮ ਲਈ ਸਿਟੀ ਥਾਣਾ ਟੀਮ ਨੂੰ ਸਨਮਾਨਿਤ ਕੀਤਾ ਗਿਆ ਹੈ। ਇਸ ਮੌਕੇ ਅਧਿਕਾਰੀਆਂ ਨੇ ਟੀਮ ਦੀ ਸ਼ਲਾਘਾ ਕੀਤੀ ਅਤੇ ਭਵਿੱਖ ਵਿਚ ਵੀ ਇਸੇ ਤਰ੍ਹਾਂ ਕੰਮ ਕਰਨ ਦੀ ਪ੍ਰੇਰਣਾ ਦਿੱਤੀ। (182, 796, 259, 831)
championship-byline: ਅਜੀਤ ਤਸਵੀਰ (643, 770, 668, 775)
recreation-club-body (20, 910, 260, 1052)
satsang-photo-caption: ਸਮਾਗਮ ਦੌਰਾਨ ਹਾਜ਼ਰ ਵਿਦਿਆਰਥੀ ਅਤੇ ਅਧਿਆਪਕ। (264, 568, 352, 573)
championship-para-6: ਸਿਵਲ ਸਰਜਨ ਨੇ ਦੱਸਿਆ ਕਿ ਹਸਪਤਾਲ ਵਿਚ ਆਉਣ ਵਾਲੇ ਮਰੀਜ਼ ਆਪਣੀ ਆਭਾ ਆਈ.ਡੀ. ਬਣਾ ਕੇ ਲੰਮੀਆਂ ਲਾਈਨਾਂ ਤੋਂ ਬਚ ਸਕਦੇ ਹਨ ਅਤੇ ਆਪਣਾ ਸਿਹਤ ਰਿਕਾਰਡ ਡਿਜੀਟਲ ਰੂਪ ਵਿਚ ਸੰਭਾਲ ਸਕਦੇ ਹਨ। (587, 880, 666, 909)
opd-para-5: ਸਿਵਲ ਸਰਜਨ ਨੇ ਦੱਸਿਆ ਕਿ ਹਸਪਤਾਲ ਵਿਚ ਆਉਣ ਵਾਲੇ ਮਰੀਜ਼ ਆਪਣੀ ਆਭਾ ਆਈ.ਡੀ. ਬਣਾ ਕੇ ਲੰਮੀਆਂ ਲਾਈਨਾਂ ਤੋਂ ਬਚ ਸਕਦੇ ਹਨ ਅਤੇ ਆਪਣਾ ਸਿਹਤ ਰਿਕਾਰਡ ਡਿਜੀਟਲ ਰੂਪ ਵਿਚ ਸੰਭਾਲ ਸਕਦੇ ਹਨ। (182, 479, 258, 508)
